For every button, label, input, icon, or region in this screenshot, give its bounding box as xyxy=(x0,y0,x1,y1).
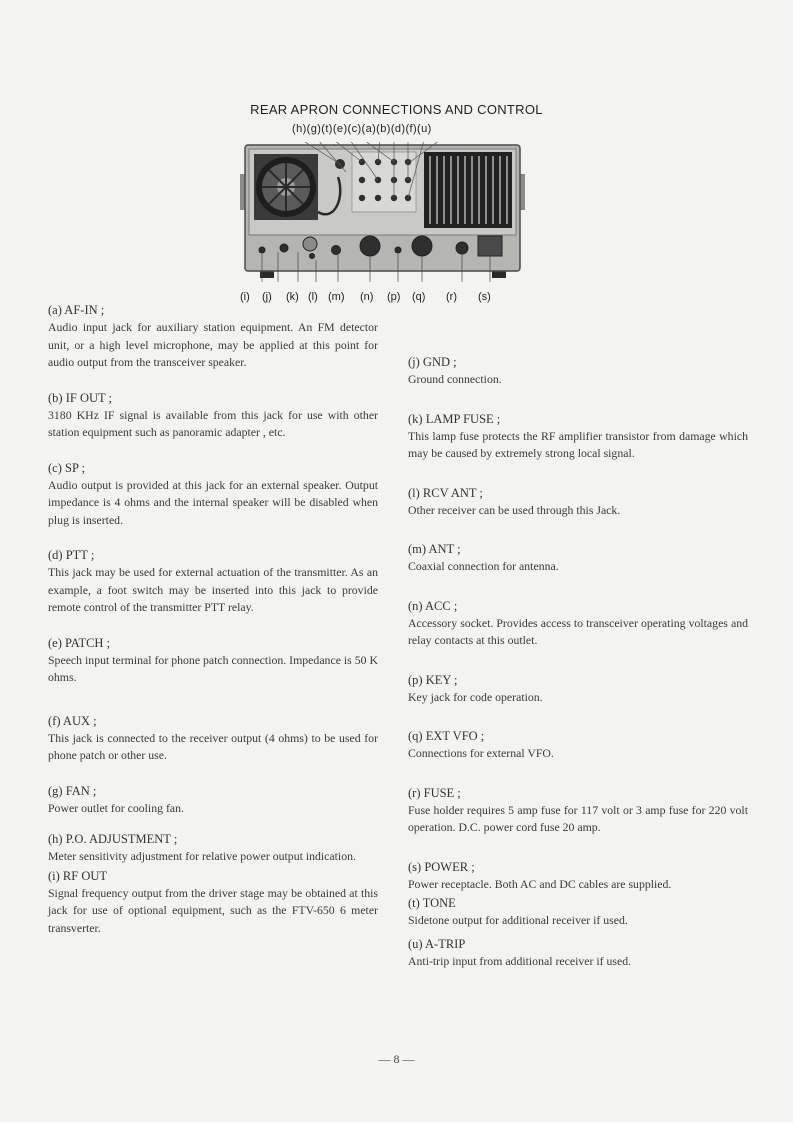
entry-heading: (c) SP ; xyxy=(48,460,86,475)
entry-heading: (e) PATCH ; xyxy=(48,635,111,650)
entry-text: Anti-trip input from additional receiver if used. xyxy=(408,953,632,968)
label-i: (i) xyxy=(240,291,250,303)
diagram-top-labels: (h)(g)(t)(e)(c)(a)(b)(d)(f)(u) xyxy=(292,123,432,135)
entry-heading: (f) AUX ; xyxy=(48,713,97,728)
label-r: (r) xyxy=(446,291,457,303)
entry-fan xyxy=(48,783,378,818)
entry-text: Fuse holder requires 5 amp fuse for 117 volt or 3 amp fuse for 220 volt operation. D.C. power cord fuse 20 amp. xyxy=(408,802,748,834)
entry-heading: (t) TONE xyxy=(408,896,456,910)
entry-acc xyxy=(408,598,748,650)
entry-text: Connections for external VFO. xyxy=(408,746,554,760)
entry-text: Audio output is provided at this jack for an external speaker. Output impedance is 4 ohms and the internal speaker will be disabled when plug is inserted. xyxy=(48,477,378,527)
entry-if-out xyxy=(48,390,378,442)
entry-patch xyxy=(48,635,378,687)
entry-text: Other receiver can be used through this Jack. xyxy=(408,502,621,517)
entry-text: Audio input jack for auxiliary station equipment. An FM detector unit, or a high level microphone, may be applied at this point for audio output from the transceiver speaker. xyxy=(48,320,378,369)
entry-lamp-fuse xyxy=(408,411,748,463)
entry-ant xyxy=(408,541,748,576)
page-title: REAR APRON CONNECTIONS AND CONTROL xyxy=(250,102,543,117)
entry-rf-out xyxy=(48,868,378,938)
entry-po-adjustment xyxy=(48,831,378,866)
entry-heading: (m) ANT ; xyxy=(408,542,461,556)
entry-heading: (k) LAMP FUSE ; xyxy=(408,411,501,426)
entry-power xyxy=(408,859,748,894)
entry-text: Signal frequency output from the driver stage may be obtained at this jack for use of optional equipment, such as the FTV-650 6 meter transverter. xyxy=(48,885,378,935)
entry-text: Power outlet for cooling fan. xyxy=(48,800,184,815)
entry-text: This jack may be used for external actuation of the transmitter. As an example, a foot switch may be inserted into this jack to provide remote control of the transmitter PTT relay. xyxy=(48,565,378,614)
entry-heading: (n) ACC ; xyxy=(408,598,458,613)
entry-heading: (u) A-TRIP xyxy=(408,936,466,951)
label-p: (p) xyxy=(387,291,401,303)
entry-heading: (d) PTT ; xyxy=(48,548,95,562)
entry-text: 3180 KHz IF signal is available from this jack for use with other station equipment such as panoramic adapter , etc. xyxy=(48,407,378,439)
entry-ptt xyxy=(48,547,378,617)
entry-key xyxy=(408,672,748,707)
label-m: (m) xyxy=(328,291,345,303)
label-k: (k) xyxy=(286,291,299,303)
entry-heading: (h) P.O. ADJUSTMENT ; xyxy=(48,832,178,846)
label-q: (q) xyxy=(412,291,426,303)
rear-panel-photo xyxy=(240,142,525,282)
entry-text: Speech input terminal for phone patch connection. Impedance is 50 K ohms. xyxy=(48,652,378,684)
entry-heading: (g) FAN ; xyxy=(48,783,97,798)
entry-heading: (a) AF-IN ; xyxy=(48,303,105,317)
left-column xyxy=(48,302,378,937)
label-j: (j) xyxy=(262,291,272,303)
entry-text: Meter sensitivity adjustment for relative power output indication. xyxy=(48,849,356,863)
entry-heading: (b) IF OUT ; xyxy=(48,390,113,405)
entry-heading: (l) RCV ANT ; xyxy=(408,485,483,500)
entry-heading: (p) KEY ; xyxy=(408,672,458,687)
entry-heading: (j) GND ; xyxy=(408,355,457,369)
entry-text: Sidetone output for additional receiver if used. xyxy=(408,913,628,927)
entry-text: Coaxial connection for antenna. xyxy=(408,559,559,573)
label-s: (s) xyxy=(478,291,491,303)
entry-fuse xyxy=(408,785,748,837)
entry-text: This lamp fuse protects the RF amplifier transistor from damage which may be caused by extremely strong local signal. xyxy=(408,428,748,460)
entry-sp xyxy=(48,460,378,530)
page-number: — 8 — xyxy=(378,1052,415,1066)
entry-a-trip xyxy=(408,936,748,971)
entry-rcv-ant xyxy=(408,485,748,520)
entry-heading: (s) POWER ; xyxy=(408,859,475,874)
entry-text: Accessory socket. Provides access to transceiver operating voltages and relay contacts at this outlet. xyxy=(408,615,748,647)
entry-tone xyxy=(408,895,748,930)
entry-gnd xyxy=(408,354,748,389)
label-n: (n) xyxy=(360,291,374,303)
entry-text: Key jack for code operation. xyxy=(408,689,543,704)
entry-heading: (i) RF OUT xyxy=(48,868,108,883)
entry-ext-vfo xyxy=(408,728,748,763)
entry-text: Ground connection. xyxy=(408,372,502,386)
entry-aux xyxy=(48,713,378,765)
entry-af-in xyxy=(48,302,378,372)
entry-text: Power receptacle. Both AC and DC cables are supplied. xyxy=(408,876,672,891)
entry-heading: (q) EXT VFO ; xyxy=(408,729,485,743)
label-l: (l) xyxy=(308,291,318,303)
right-column xyxy=(408,354,748,970)
entry-heading: (r) FUSE ; xyxy=(408,785,461,800)
entry-text: This jack is connected to the receiver output (4 ohms) to be used for phone patch or other use. xyxy=(48,730,378,762)
